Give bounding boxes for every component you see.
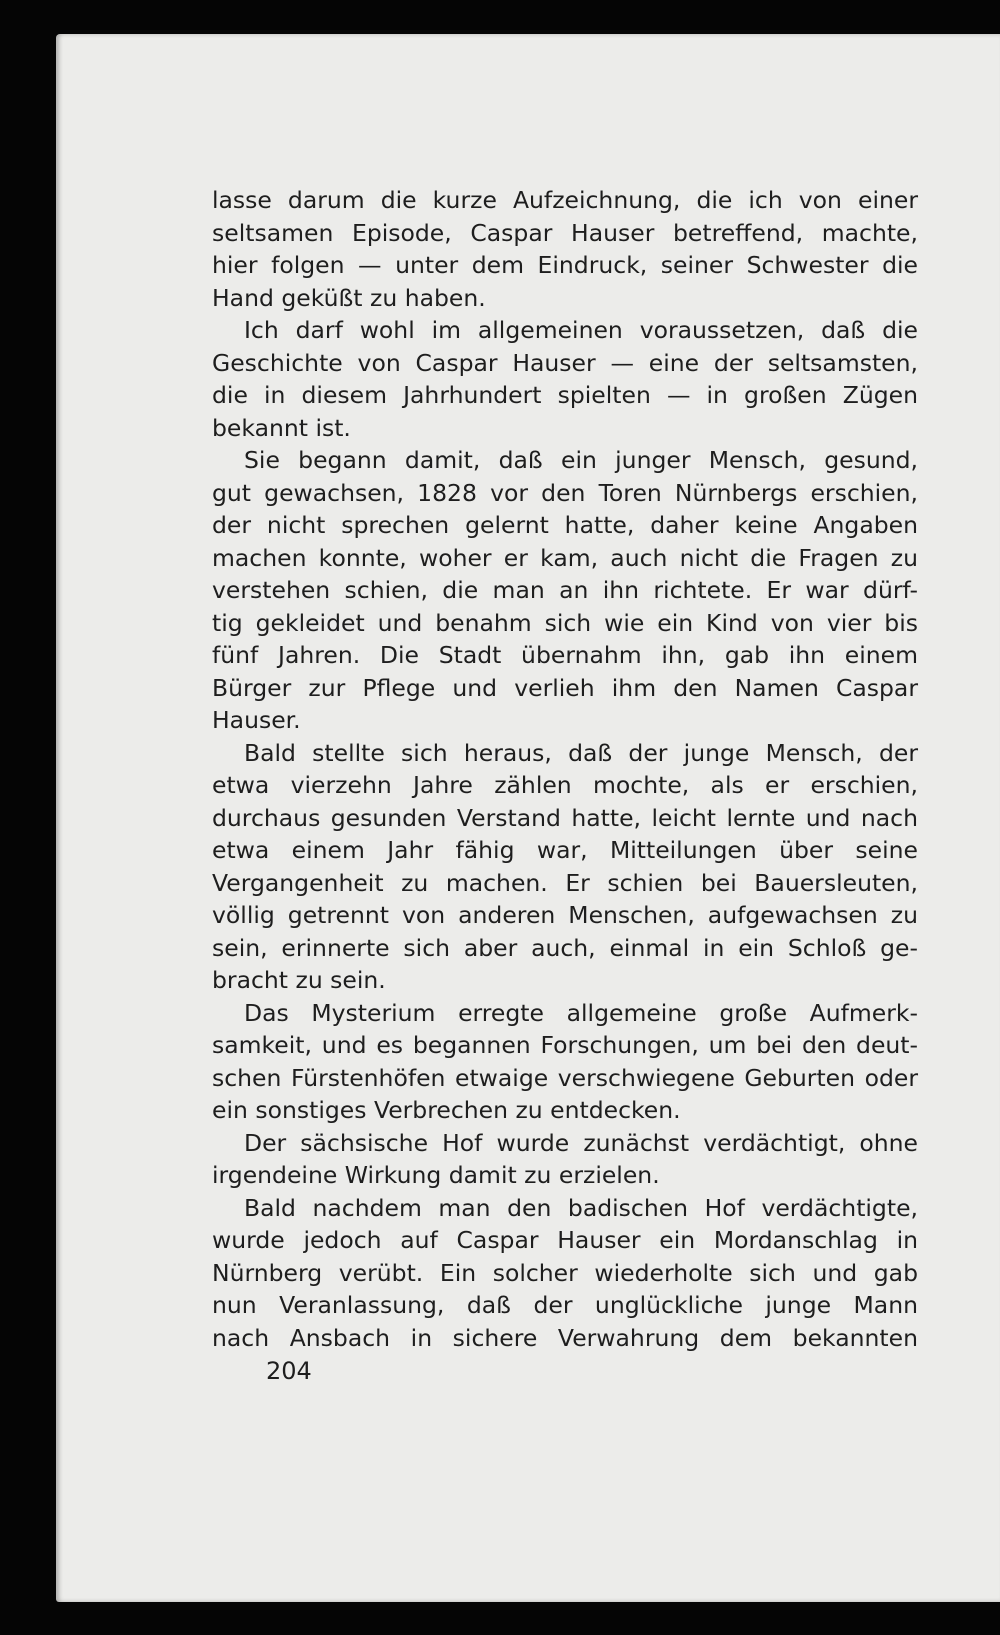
text-line: wurde jedoch auf Caspar Hauser ein Mordanschlag in [212, 1226, 918, 1254]
text-line: Bürger zur Pflege und verlieh ihm den Namen Caspar [212, 673, 918, 702]
text-line: sein, erinnerte sich aber auch, einmal in ein Schloß ge- [212, 933, 918, 962]
body-text [212, 184, 918, 1354]
paragraph [212, 997, 918, 1127]
text-line: gut gewachsen, 1828 vor den Toren Nürnbergs erschien, [212, 478, 918, 507]
paragraph [212, 737, 918, 997]
text-line: seltsamen Episode, Caspar Hauser betreffend, machte, [212, 218, 918, 247]
text-line: nun Veranlassung, daß der unglückliche junge Mann [212, 1291, 918, 1319]
text-line: machen konnte, woher er kam, auch nicht die Fragen zu [212, 543, 918, 572]
text-line: nach Ansbach in sichere Verwahrung dem bekannten [212, 1323, 918, 1352]
text-line: irgendeine Wirkung damit zu erzielen. [212, 1161, 660, 1189]
paragraph [212, 314, 918, 444]
paragraph [212, 1192, 918, 1355]
text-line: Ich darf wohl im allgemeinen voraussetzen, daß die [244, 316, 918, 344]
page-number: 204 [266, 1357, 312, 1385]
text-line: hier folgen — unter dem Eindruck, seiner Schwester die [212, 251, 918, 279]
text-line: Der sächsische Hof wurde zunächst verdächtigt, ohne [244, 1128, 918, 1157]
text-line: die in diesem Jahrhundert spielten — in großen Zügen [212, 381, 918, 409]
text-line: etwa einem Jahr fähig war, Mitteilungen über seine [212, 836, 918, 864]
text-line: schen Fürstenhöfen etwaige verschwiegene Geburten oder [212, 1063, 918, 1092]
text-line: Vergangenheit zu machen. Er schien bei Bauersleuten, [212, 868, 918, 897]
text-line: tig gekleidet und benahm sich wie ein Kind von vier bis [212, 608, 918, 637]
text-line: Sie begann damit, daß ein junger Mensch, gesund, [244, 446, 918, 474]
text-line: Geschichte von Caspar Hauser — eine der seltsamsten, [212, 348, 918, 377]
text-line: Bald stellte sich heraus, daß der junge Mensch, der [244, 738, 918, 767]
text-line: bracht zu sein. [212, 966, 386, 994]
text-line: verstehen schien, die man an ihn richtete. Er war dürf- [212, 576, 918, 604]
text-line: völlig getrennt von anderen Menschen, aufgewachsen zu [212, 901, 918, 929]
text-line: fünf Jahren. Die Stadt übernahm ihn, gab ihn einem [212, 641, 918, 669]
paragraph [212, 1127, 918, 1192]
text-line: Hand geküßt zu haben. [212, 283, 486, 312]
text-line: Bald nachdem man den badischen Hof verdächtigte, [244, 1193, 918, 1222]
text-line: durchaus gesunden Verstand hatte, leicht lernte und nach [212, 803, 918, 832]
text-line: Das Mysterium erregte allgemeine große Aufmerk- [244, 998, 918, 1027]
text-line: samkeit, und es begannen Forschungen, um bei den deut- [212, 1031, 918, 1059]
paragraph [212, 444, 918, 737]
text-line: der nicht sprechen gelernt hatte, daher keine Angaben [212, 511, 918, 539]
text-line: bekannt ist. [212, 413, 351, 442]
text-line: etwa vierzehn Jahre zählen mochte, als er erschien, [212, 771, 918, 799]
text-line: Nürnberg verübt. Ein solcher wiederholte sich und gab [212, 1258, 918, 1287]
text-line: Hauser. [212, 706, 301, 734]
text-line: lasse darum die kurze Aufzeichnung, die ich von einer [212, 186, 918, 214]
paragraph [212, 184, 918, 314]
text-line: ein sonstiges Verbrechen zu entdecken. [212, 1096, 681, 1124]
